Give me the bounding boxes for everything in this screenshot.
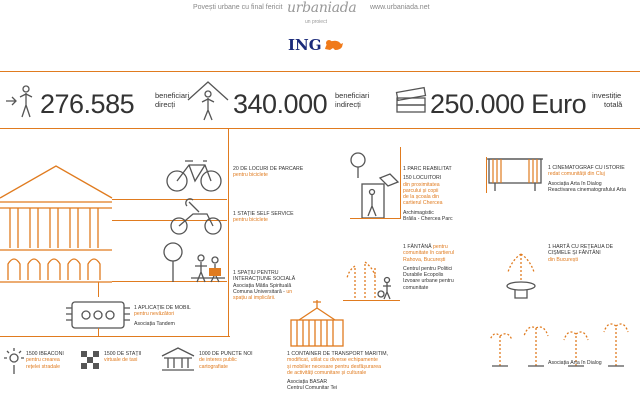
cinema-item <box>548 165 626 193</box>
park-ground <box>350 218 400 219</box>
cinema-org2: Reactivarea cinematografului Arta <box>548 186 626 193</box>
social-space-org1: Asociația Mâtla Spirituală <box>233 282 292 289</box>
social-space-title: 1 SPAȚIU PENTRU <box>233 270 279 276</box>
fountain-item <box>403 244 454 291</box>
project-of-label: un proiect <box>305 19 327 25</box>
stat-investment-label2: totală <box>604 100 623 109</box>
self-service-title: 1 STAȚIE SELF SERVICE <box>233 211 294 217</box>
connector-down <box>98 282 99 297</box>
person-arrow-icon <box>4 83 40 119</box>
stat-investment-label1: investiție <box>592 91 622 100</box>
park-sub3: de la școala din <box>403 194 440 201</box>
ibeacons-sub1: pentru crearea <box>26 357 60 364</box>
stations-sub1: virtuale de taxi <box>104 357 138 364</box>
map-sub1: din București <box>548 256 578 263</box>
shipping-container-icon <box>287 300 347 348</box>
map-title2: CIȘMELE ȘI FÂNTÂNI <box>548 250 601 257</box>
fountain-org4: comunitate <box>403 284 429 291</box>
stat-direct-label1: beneficiari <box>155 91 190 100</box>
park-bracket <box>400 147 401 219</box>
ing-logo: ING <box>288 36 322 54</box>
map-title: 1 HARTĂ CU REȚEAUA DE <box>548 244 614 250</box>
house-person-icon <box>186 78 230 122</box>
parking-item <box>233 166 303 179</box>
social-space-item <box>233 270 295 301</box>
bottom-left-divider <box>0 336 230 337</box>
cinema-title: 1 CINEMATOGRAF CU ISTORIE <box>548 165 625 171</box>
container-org1: Asociația BASAR <box>287 379 328 386</box>
center-divider <box>228 128 229 336</box>
tree-people-icon <box>163 242 227 284</box>
social-space-org4: spațiu al implicării. <box>233 295 276 302</box>
container-org2: Centrul Comunitar Tei <box>287 385 338 392</box>
self-service-sub: pentru biciclete <box>233 217 268 224</box>
fountain-sub2: Rahova, București <box>403 256 446 263</box>
container-sub3: de activități comunitare și culturale <box>287 369 367 376</box>
top-divider <box>0 71 640 72</box>
website-link[interactable]: www.urbaniada.net <box>370 4 430 11</box>
ibeacons-item <box>26 351 64 370</box>
fountain-org2: Durabile Ecopolis <box>403 272 444 279</box>
stat-direct-value: 276.585 <box>40 89 135 119</box>
park-sub2: parcului și copii <box>403 187 439 194</box>
stat-investment-value: 250.000 Euro <box>430 89 587 119</box>
park-tree-icon <box>350 148 400 218</box>
stats-divider <box>0 128 640 129</box>
map-org <box>548 360 602 366</box>
university-building-icon <box>0 158 112 283</box>
map-item <box>548 244 613 263</box>
ibeacons-title: 1500 IBEACONI <box>26 351 64 357</box>
self-service-item <box>233 211 294 224</box>
cinema-sub1: redat comunității din Cluj <box>548 171 605 178</box>
points-sub2: cartografiate <box>199 363 228 370</box>
container-item <box>287 351 388 392</box>
ibeacon-icon <box>4 348 24 374</box>
money-stack-icon <box>395 88 429 114</box>
social-space-title2: INTERACȚIUNE SOCIALĂ <box>233 276 296 283</box>
mobile-app-item <box>134 305 191 327</box>
park-title2: 150 LOCUITORI <box>403 175 442 182</box>
park-item <box>403 166 453 222</box>
cinema-screen-icon <box>487 157 543 193</box>
container-sub2: și mobilier necesare pentru desfășurarea <box>287 363 382 370</box>
ibeacons-sub2: rețelei stradale <box>26 363 61 370</box>
park-sub1: din proximitatea <box>403 181 440 188</box>
park-org2: Brăila - Chercea Parc <box>403 216 453 223</box>
bike-wrench-icon <box>167 200 225 236</box>
fountain-sub0: pentru <box>433 244 448 250</box>
park-org1: Archimagistic <box>403 209 434 216</box>
stations-title: 1500 DE STAȚII <box>104 351 142 357</box>
stations-item <box>104 351 141 364</box>
cinema-org1: Asociația Arta în Dialog <box>548 180 602 187</box>
container-title: 1 CONTAINER DE TRANSPORT MARITIM, <box>287 351 389 357</box>
stat-indirect-label1: beneficiari <box>335 91 370 100</box>
lion-icon <box>323 37 345 53</box>
mobile-app-sub: pentru nevăzători <box>134 311 175 318</box>
taxi-icon <box>80 350 100 372</box>
fountain-map-icon <box>500 250 542 302</box>
points-sub1: de interes public <box>199 357 237 364</box>
urbaniada-logo: urbaniada <box>287 0 357 16</box>
fountain-sub1: comunitate în cartierul <box>403 250 455 257</box>
cinema-bracket <box>486 157 487 193</box>
stat-indirect-value: 340.000 <box>233 89 328 119</box>
fountain-org1: Centrul pentru Politici <box>403 265 453 272</box>
fountain-org3: Izvoare urbane pentru <box>403 278 454 285</box>
park-title: 1 PARC REABILITAT <box>403 166 452 172</box>
social-space-org2: Comuna Universitară - <box>233 288 285 295</box>
mobile-app-icon <box>66 296 130 332</box>
bicycle-icon <box>165 157 223 193</box>
map-org1: Asociația Arta în Dialog <box>548 360 602 366</box>
fountain-icon <box>343 258 399 300</box>
parking-sub: pentru biciclete <box>233 172 268 179</box>
tagline: Povești urbane cu final fericit <box>193 4 283 11</box>
fountain-title: 1 FÂNTÂNĂ <box>403 244 432 250</box>
connector-app <box>98 328 99 336</box>
public-building-icon <box>162 348 194 372</box>
parking-title: 20 DE LOCURI DE PARCARE <box>233 166 304 172</box>
mobile-app-org: Asociația Tandem <box>134 320 175 327</box>
points-item <box>199 351 253 370</box>
mobile-app-title: 1 APLICAȚIE DE MOBIL <box>134 305 191 311</box>
fountain-ground <box>343 300 400 301</box>
stat-direct-label2: direcți <box>155 100 176 109</box>
stat-indirect-label2: indirecți <box>335 100 361 109</box>
social-space-org3: un <box>286 288 293 295</box>
points-title: 1000 DE PUNCTE NOI <box>199 351 253 357</box>
container-sub1: modificat, utilat cu diverse echipamente <box>287 357 378 364</box>
park-sub4: cartierul Chercea <box>403 200 443 207</box>
